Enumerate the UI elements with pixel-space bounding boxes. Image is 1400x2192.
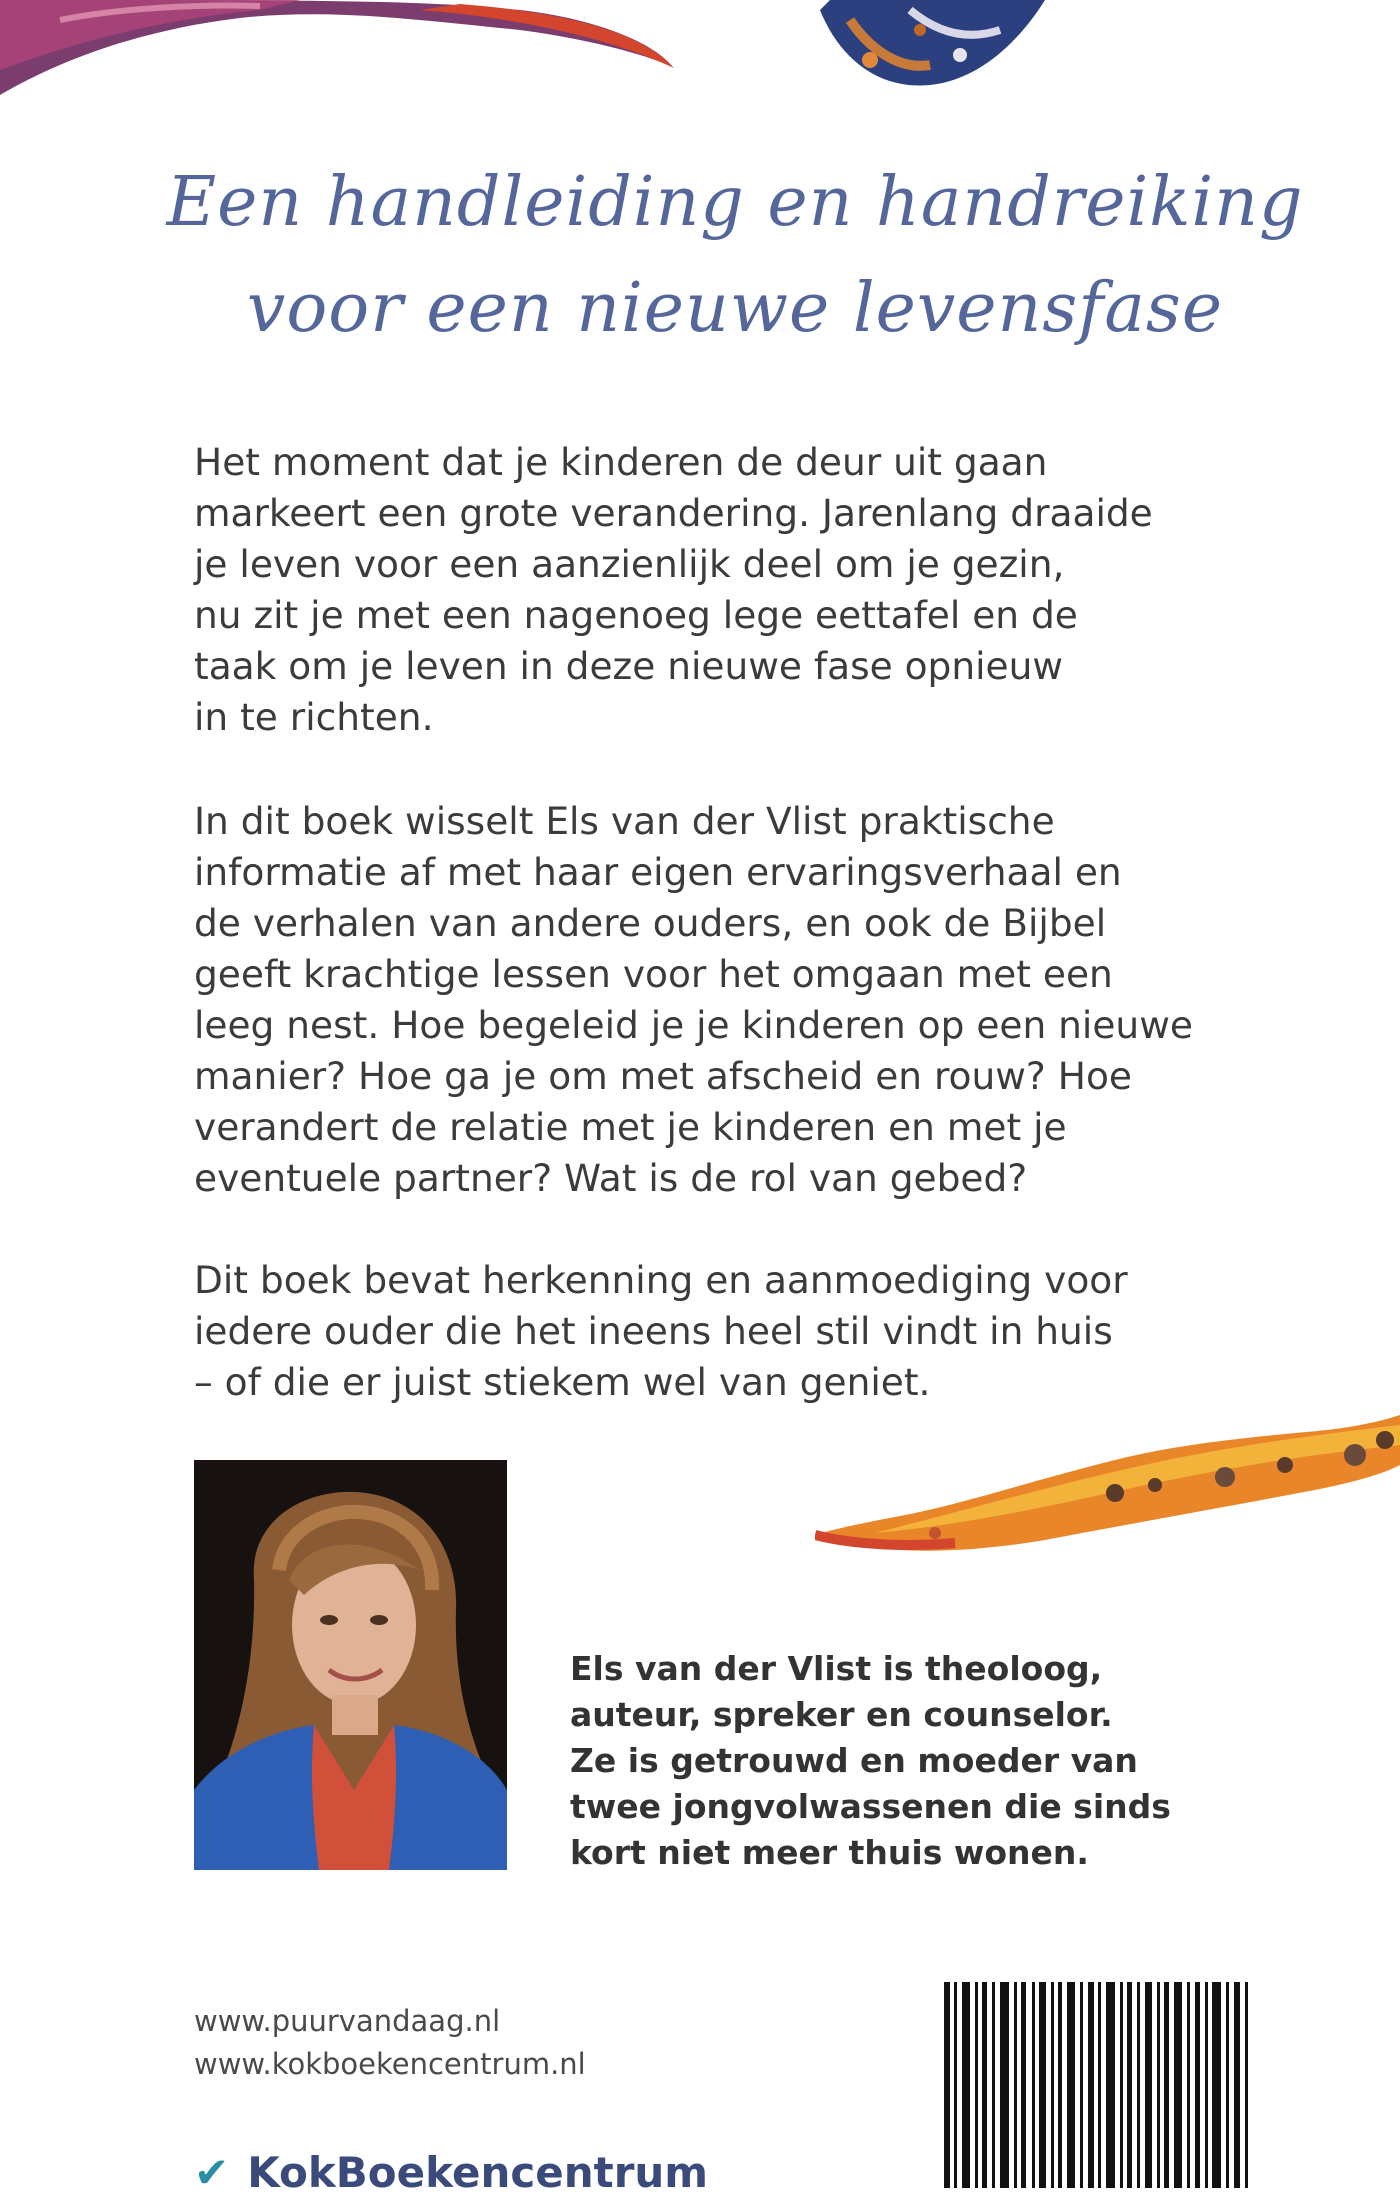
barcode-icon	[940, 1982, 1260, 2188]
tagline-line-1: Een handleiding en handreiking	[166, 163, 1304, 242]
tagline	[0, 150, 1400, 362]
bio-line: auteur, spreker en counselor.	[570, 1695, 1113, 1734]
paragraph-line: verandert de relatie met je kinderen en met je	[194, 1105, 1067, 1149]
paragraph-line: markeert een grote verandering. Jarenlang draaide	[194, 491, 1153, 535]
paragraph-line: manier? Hoe ga je om met afscheid en rouw? Hoe	[194, 1054, 1132, 1098]
bio-line: Ze is getrouwd en moeder van	[570, 1741, 1138, 1780]
intro-paragraph	[194, 437, 1314, 743]
paragraph-line: Het moment dat je kinderen de deur uit gaan	[194, 440, 1048, 484]
author-portrait-icon	[194, 1460, 507, 1870]
paragraph-line: leeg nest. Hoe begeleid je je kinderen op een nieuwe	[194, 1003, 1193, 1047]
checkmark-logo-icon: ✔	[194, 2148, 230, 2188]
publisher-name: KokBoekencentrum	[247, 2148, 709, 2188]
paragraph-line: je leven voor een aanzienlijk deel om je gezin,	[194, 542, 1065, 586]
website-link-puurvandaag[interactable]: www.puurvandaag.nl	[194, 2004, 501, 2038]
paragraph-line: de verhalen van andere ouders, en ook de Bijbel	[194, 901, 1107, 945]
paragraph-line: eventuele partner? Wat is de rol van gebed?	[194, 1156, 1028, 1200]
author-bio	[570, 1646, 1270, 1876]
bio-line: twee jongvolwassenen die sinds	[570, 1787, 1171, 1826]
paragraph-line: taak om je leven in deze nieuwe fase opnieuw	[194, 644, 1064, 688]
description-paragraph	[194, 796, 1314, 1204]
website-link-kokboekencentrum[interactable]: www.kokboekencentrum.nl	[194, 2047, 586, 2081]
author-photo	[194, 1460, 507, 1870]
paragraph-line: in te richten.	[194, 695, 434, 739]
bio-line: Els van der Vlist is theoloog,	[570, 1649, 1103, 1688]
watercolor-top-center-decoration	[800, 0, 1060, 95]
watercolor-orange-brushstroke	[815, 1405, 1400, 1565]
closing-paragraph	[194, 1255, 1314, 1408]
paragraph-line: iedere ouder die het ineens heel stil vindt in huis	[194, 1309, 1113, 1353]
publisher-logo	[194, 2148, 708, 2188]
paragraph-line: geeft krachtige lessen voor het omgaan met een	[194, 952, 1113, 996]
paragraph-line: nu zit je met een nagenoeg lege eettafel en de	[194, 593, 1078, 637]
paragraph-line: informatie af met haar eigen ervaringsverhaal en	[194, 850, 1122, 894]
tagline-line-2: voor een nieuwe levensfase	[246, 269, 1224, 348]
website-links	[194, 2000, 586, 2086]
paragraph-line: Dit boek bevat herkenning en aanmoediging voor	[194, 1258, 1128, 1302]
bio-line: kort niet meer thuis wonen.	[570, 1833, 1089, 1872]
paragraph-line: – of die er juist stiekem wel van geniet.	[194, 1360, 931, 1404]
watercolor-top-left-decoration	[0, 0, 700, 110]
paragraph-line: In dit boek wisselt Els van der Vlist praktische	[194, 799, 1055, 843]
